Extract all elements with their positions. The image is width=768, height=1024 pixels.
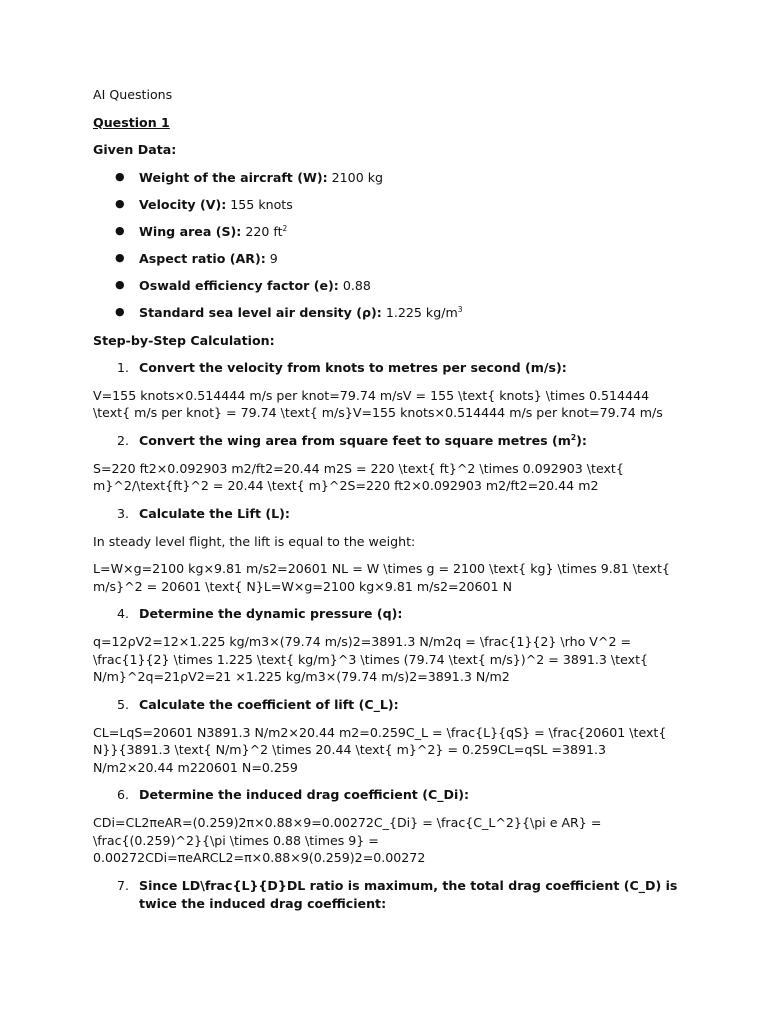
given-data-value: 0.88 [342,277,371,293]
step-title [93,432,683,450]
given-data-item [93,304,683,322]
document-page [93,86,683,922]
given-data-label: Wing area (S): [139,223,242,239]
given-data-value: 1.225 kg/m [385,304,458,320]
step-title-text: Convert the wing area from square feet to square metres (m [139,433,571,449]
bullet-icon: ● [115,304,125,318]
bullet-icon: ● [115,223,125,237]
calculation-steps [93,359,683,912]
given-data-value: 9 [269,250,278,266]
step-title-text: Determine the dynamic pressure (q): [139,606,403,622]
step-number: 2. [117,433,130,449]
given-data-item [93,250,683,268]
step-title [93,877,683,912]
given-data-label: Oswald efficiency factor (e): [139,277,339,293]
step-title [93,696,683,714]
given-data-item [93,277,683,295]
step-body-paragraph: CDi=CL2πeAR=(0.259)2π×0.88×9=0.00272C_{Di} = \frac{C_L^2}{\pi e AR} = \frac{(0.259)^2}{\pi \times 0.88 \times 9} = 0.00272CDi=πeARCL2=π×0.88×9(0.259)2=0.00272 [93,815,602,866]
step-number: 6. [117,787,130,803]
bullet-icon: ● [115,196,125,210]
step-number: 7. [117,877,130,893]
given-data-item [93,223,683,241]
given-data-label: Weight of the aircraft (W): [139,169,328,185]
step-body-paragraph: S=220 ft2×0.092903 m2/ft2=20.44 m2S = 220 \text{ ft}^2 \times 0.092903 \text{ m}^2/\text{ft}^2 = 20.44 \text{ m}^2S=220 ft2×0.092903 m2/ft2=20.44 m2 [93,460,624,494]
given-data-value: 155 knots [230,196,293,212]
given-data-item [93,169,683,187]
question-title: Question 1 [93,114,170,130]
step-body-paragraph: V=155 knots×0.514444 m/s per knot=79.74 m/sV = 155 \text{ knots} \times 0.514444 \text{ m/s per knot} = 79.74 \text{ m/s}V=155 knots×0.514444 m/s per knot=79.74 m/s [93,387,663,421]
bullet-icon: ● [115,277,125,291]
given-data-item [93,196,683,214]
given-data-label: Standard sea level air density (ρ): [139,304,382,320]
given-data-heading: Given Data: [93,142,177,158]
given-data-list [93,169,683,322]
step-title-text: Calculate the Lift (L): [139,505,290,521]
step-number: 4. [117,606,130,622]
step-title-text: Convert the velocity from knots to metres per second (m/s): [139,360,567,376]
step-number: 3. [117,505,130,521]
step-title-text: Determine the induced drag coefficient (C_Di): [139,787,470,803]
step-title [93,359,683,377]
step-title [93,505,683,523]
step-title-suffix: ): [576,433,587,449]
step-title [93,786,683,804]
given-data-superscript: 2 [282,223,288,233]
step-body-paragraph: q=12ρV2=12×1.225 kg/m3×(79.74 m/s)2=3891.3 N/m2q = \frac{1}{2} \rho V^2 = \frac{1}{2} \times 1.225 \text{ kg/m}^3 \times (79.74 \text{ m/s})^2 = 3891.3 \text{ N/m}^2q=21ρV2=21 ×1.225 kg/m3×(79.74 m/s)2=3891.3 N/m2 [93,634,649,685]
bullet-icon: ● [115,250,125,264]
given-data-label: Aspect ratio (AR): [139,250,266,266]
given-data-superscript: 3 [457,304,463,314]
step-number: 1. [117,360,130,376]
bullet-icon: ● [115,169,125,183]
step-body-paragraph: CL=LqS=20601 N3891.3 N/m2×20.44 m2=0.259C_L = \frac{L}{qS} = \frac{20601 \text{ N}}{3891.3 \text{ N/m}^2 \times 20.44 \text{ m}^2} = 0.259CL=qSL =3891.3 N/m2×20.44 m220601 N=0.259 [93,724,667,775]
given-data-value: 220 ft [245,223,283,239]
document-title: AI Questions [93,87,173,102]
given-data-value: 2100 kg [331,169,383,185]
step-body-paragraph: In steady level flight, the lift is equal to the weight: [93,533,416,549]
step-title-text: Since LD\frac{L}{D}DL ratio is maximum, the total drag coefficient (C_D) is twice the induced drag coefficient: [139,877,678,911]
step-title-text: Calculate the coefficient of lift (C_L): [139,696,399,712]
step-title [93,605,683,623]
step-number: 5. [117,696,130,712]
step-title-superscript: 2 [570,433,577,443]
steps-heading: Step-by-Step Calculation: [93,332,275,348]
step-body-paragraph: L=W×g=2100 kg×9.81 m/s2=20601 NL = W \times g = 2100 \text{ kg} \times 9.81 \text{ m/s}^2 = 20601 \text{ N}L=W×g=2100 kg×9.81 m/s2=20601 N [93,561,670,594]
given-data-label: Velocity (V): [139,196,227,212]
